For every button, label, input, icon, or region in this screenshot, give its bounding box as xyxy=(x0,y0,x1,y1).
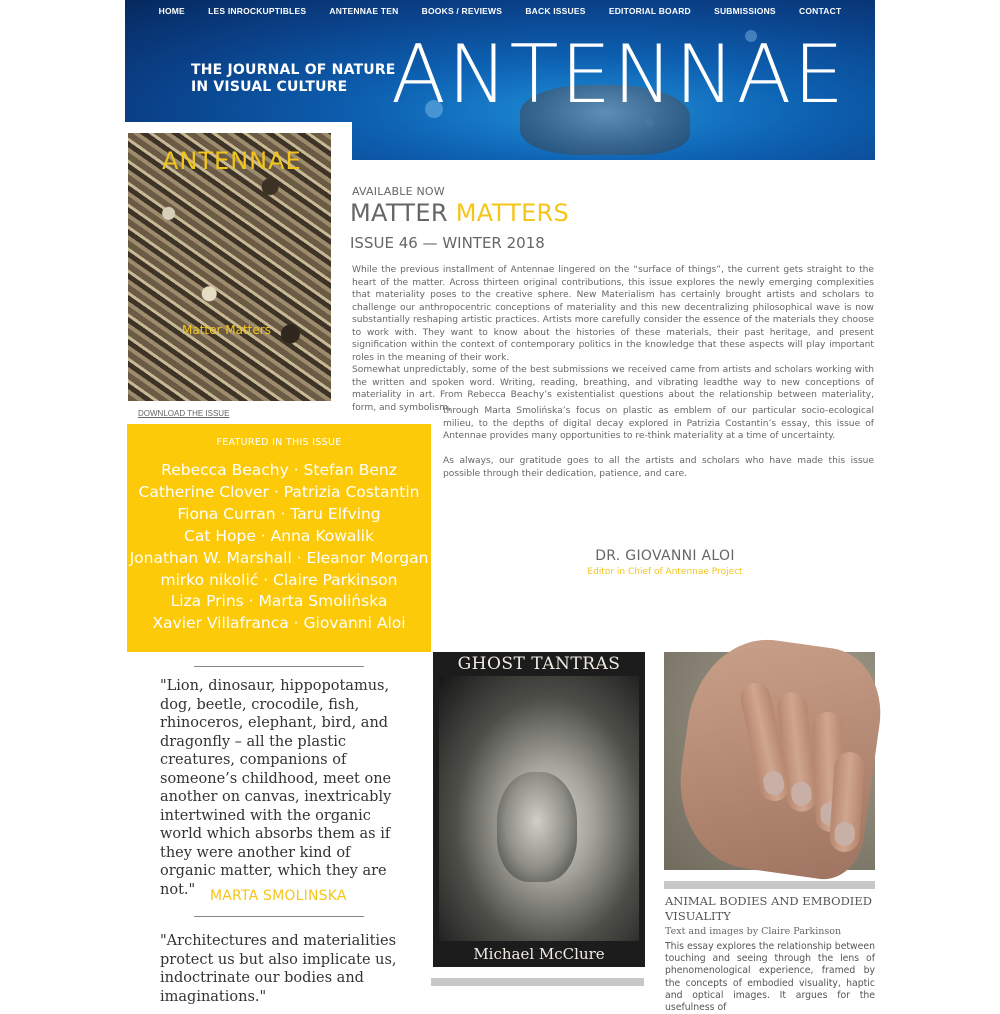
nav-submissions[interactable]: SUBMISSIONS xyxy=(714,6,776,16)
article-title[interactable]: ANIMAL BODIES AND EMBODIED VISUALITY xyxy=(665,894,872,923)
cover-subtitle: Matter Matters xyxy=(182,323,271,337)
featured-line: Liza Prins · Marta Smolińska xyxy=(170,592,388,611)
nav-antennae-ten[interactable]: ANTENNAE TEN xyxy=(329,6,399,16)
editor-signature xyxy=(560,548,770,577)
featured-line: Catherine Clover · Patrizia Costantin xyxy=(138,482,420,501)
article-byline: Text and images by Claire Parkinson xyxy=(665,926,842,937)
divider xyxy=(194,916,364,917)
book-title: GHOST TANTRAS xyxy=(457,654,621,674)
tagline-line-1: THE JOURNAL OF NATURE xyxy=(191,62,396,78)
tagline-line-2: IN VISUAL CULTURE xyxy=(191,79,348,95)
featured-contributors-panel xyxy=(127,424,431,652)
book-caption-bar xyxy=(431,978,644,986)
cover-title: ANTENNAE xyxy=(162,147,302,175)
tagline xyxy=(191,62,396,96)
featured-list xyxy=(127,460,431,635)
fingernail xyxy=(761,769,786,797)
fingernail xyxy=(790,781,812,807)
article-excerpt: This essay explores the relationship between touching and seeing through the lens of phenomenological experience, framed by the concepts of embodied visuality, haptic and optical images. It argues for the usefulness of xyxy=(665,941,875,1014)
featured-line: Rebecca Beachy · Stefan Benz xyxy=(161,461,397,479)
download-issue-link[interactable]: DOWNLOAD THE ISSUE xyxy=(138,409,230,418)
issue-title-part-1: MATTER xyxy=(350,199,456,227)
issue-number: ISSUE 46 — WINTER 2018 xyxy=(350,234,545,252)
featured-line: Jonathan W. Marshall · Eleanor Morgan xyxy=(129,548,429,567)
issue-cover-image[interactable] xyxy=(128,133,331,401)
featured-title: FEATURED IN THIS ISSUE xyxy=(216,437,342,448)
article-image-hand[interactable] xyxy=(664,652,875,870)
editor-name: DR. GIOVANNI ALOI xyxy=(595,548,735,564)
pull-quote-2: "Architectures and materialities protect us but also implicate us, indoctrinate our bodies and imaginations." xyxy=(160,933,397,1005)
main-nav xyxy=(125,6,875,16)
site-logo[interactable]: ANTENNAE xyxy=(391,28,846,121)
quote-author: MARTA SMOLINSKA xyxy=(210,888,347,904)
intro-paragraph-3: through Marta Smolińska’s focus on plastic as emblem of our particular socio-ecological milieu, to the depths of digital decay explored in Patrizia Costantin’s essay, this issue of Antennae provides many opportunities to re-think materiality at a time of uncertainty. xyxy=(443,406,874,441)
book-portrait-face xyxy=(497,772,577,882)
intro-paragraph-4: As always, our gratitude goes to all the artists and scholars who have made this issue possible through their dedication, patience, and care. xyxy=(443,456,874,479)
nav-editorial-board[interactable]: EDITORIAL BOARD xyxy=(608,6,691,16)
nav-back-issues[interactable]: BACK ISSUES xyxy=(525,6,586,16)
fingernail xyxy=(834,821,856,846)
nav-contact[interactable]: CONTACT xyxy=(799,6,842,16)
nav-home[interactable]: HOME xyxy=(158,6,185,16)
pull-quote-1: "Lion, dinosaur, hippopotamus, dog, beetle, crocodile, fish, rhinoceros, elephant, bird, and dragonfly – all the plastic creatures, companions of someone’s childhood, meet one another on canvas, inextricably intertwined with the organic world which absorbs them as if they were another kind of organic matter, which they are not." xyxy=(160,678,392,898)
available-now-label: AVAILABLE NOW xyxy=(352,185,445,198)
book-cover-ghost-tantras[interactable] xyxy=(433,652,645,967)
featured-line: mirko nikolić · Claire Parkinson xyxy=(160,570,398,589)
intro-paragraph-2: Somewhat unpredictably, some of the best submissions we received came from artists and scholars working with the written and spoken word. Writing, reading, breathing, and vibrating leadthe way to new conceptions of materiality in art. From Rebecca Beachy’s existentialist questions about the relationship between materiality, form, and symbolism, xyxy=(352,365,874,413)
nav-les-inrockuptibles[interactable]: LES INROCKUPTIBLES xyxy=(208,6,307,16)
editor-role: Editor in Chief of Antennae Project xyxy=(587,567,743,577)
intro-paragraph-1: While the previous installment of Antennae lingered on the “surface of things”, the current gets straight to the heart of the matter. Across thirteen original contributions, this issue explores the newly emerging complexities that materiality poses to the creative sphere. New Materialism has certainly brought artists and scholars to challenge our anthropocentric conceptions of materiality and this new decentralizing philosophical wave is now substantially reshaping artistic practices. Artists more carefully consider the essence of the materials they choose to work with. They want to know about the histories of these materials, their past heritage, and present signification within the context of contemporary politics in the knowledge that these aspects will play important roles in the meaning of their work. xyxy=(352,265,874,363)
article-caption-bar xyxy=(664,881,875,889)
featured-line: Cat Hope · Anna Kowalik xyxy=(184,526,374,545)
issue-title xyxy=(350,199,569,227)
book-author: Michael McClure xyxy=(473,945,605,963)
featured-line: Xavier Villafranca · Giovanni Aloi xyxy=(152,614,406,633)
issue-title-part-2: MATTERS xyxy=(455,199,570,227)
featured-line: Fiona Curran · Taru Elfving xyxy=(177,504,381,523)
nav-books-reviews[interactable]: BOOKS / REVIEWS xyxy=(421,6,503,16)
divider xyxy=(194,666,364,667)
